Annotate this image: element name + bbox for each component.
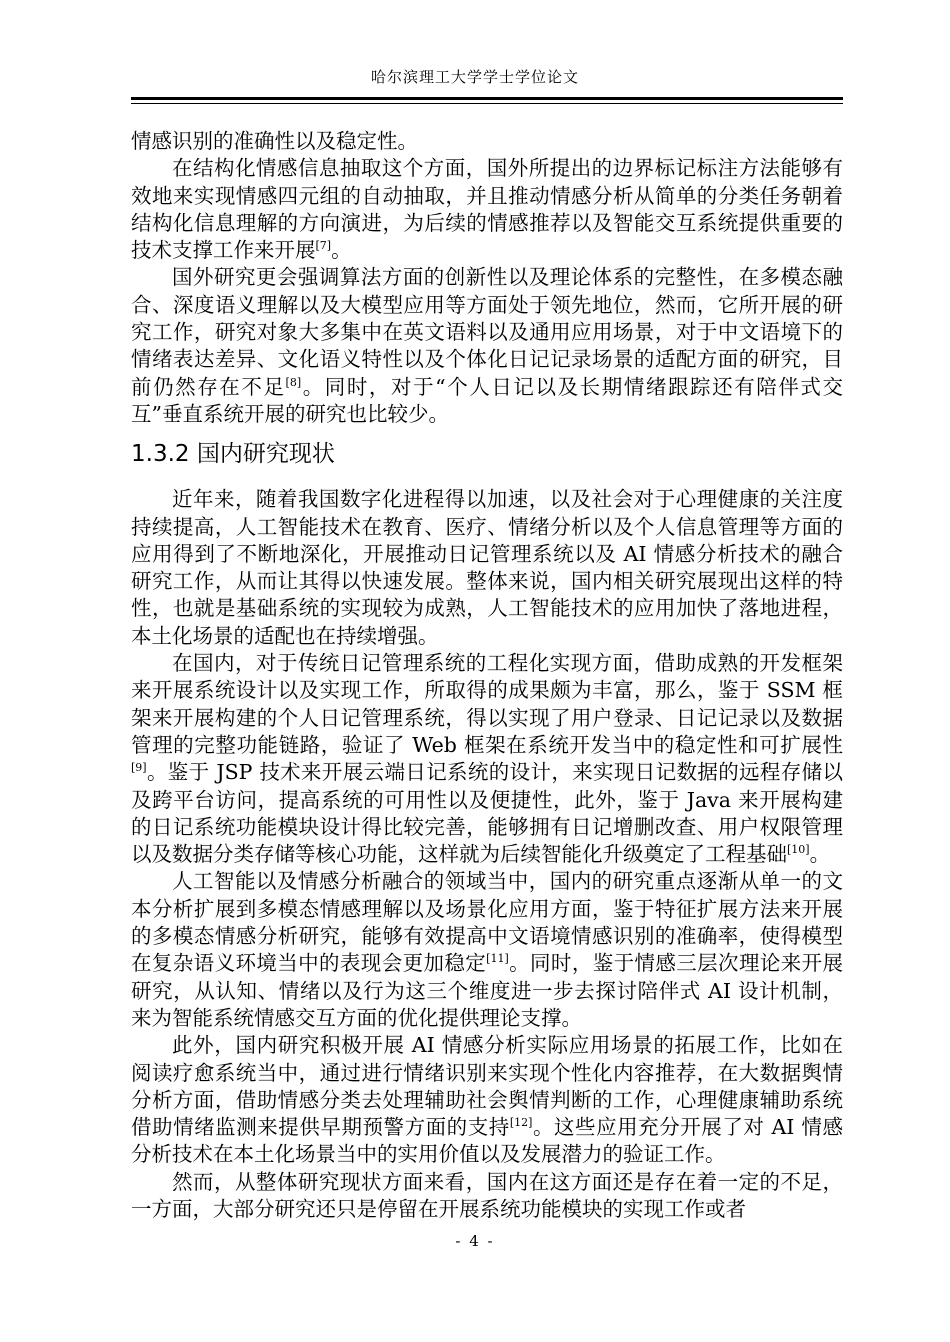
paragraph bbox=[131, 155, 843, 264]
running-header: 哈尔滨理工大学学士学位论文 bbox=[370, 68, 579, 86]
citation-ref: [8] bbox=[285, 375, 302, 389]
paragraph-text: 。鉴于 JSP 技术来开展云端日记系统的设计，来实现日记数据的远程存储以及跨平台访问，提高系统的可用性以及便捷性，此外，鉴于 Java 来开展构建的日记系统功能模块设计得比较完善，能够拥有日记增删改查、用户权限管理以及数据分类存储等核心功能，这样就为后续智能化升级奠定了工程基础 bbox=[131, 760, 843, 867]
paragraph-text: 。同时，对于“个人日记以及长期情绪跟踪还有陪伴式交互”垂直系统开展的研究也比较少。 bbox=[131, 374, 843, 426]
paragraph-text: 情感识别的准确性以及稳定性。 bbox=[131, 129, 418, 153]
paragraph-text: 近年来，随着我国数字化进程得以加速，以及社会对于心理健康的关注度持续提高，人工智能技术在教育、医疗、情绪分析以及个人信息管理等方面的应用得到了不断地深化，开展推动日记管理系统以及 AI 情感分析技术的融合研究工作，从而让其得以快速发展。整体来说，国内相关研究展现出这样的特性，也就是基础系统的实现较为成熟，人工智能技术的应用加快了落地进程，本土化场景的适配也在持续增强。 bbox=[131, 487, 843, 648]
header-rule-thin bbox=[131, 103, 843, 104]
paragraph bbox=[131, 1032, 843, 1168]
paragraph-text: 在结构化情感信息抽取这个方面，国外所提出的边界标记标注方法能够有效地来实现情感四元组的自动抽取，并且推动情感分析从简单的分类任务朝着结构化信息理解的方向演进，为后续的情感推荐以及智能交互系统提供重要的技术支撑工作来开展 bbox=[131, 156, 843, 263]
page-body bbox=[131, 128, 843, 1223]
paragraph bbox=[131, 264, 843, 428]
paragraph-text: 国外研究更会强调算法方面的创新性以及理论体系的完整性，在多模态融合、深度语义理解以及大模型应用等方面处于领先地位，然而，它所开展的研究工作，研究对象大多集中在英文语料以及通用应用场景，对于中文语境下的情绪表达差异、文化语义特性以及个体化日记记录场景的适配方面的研究，目前仍然存在不足 bbox=[131, 265, 843, 399]
section-heading: 1.3.2 国内研究现状 bbox=[131, 441, 335, 468]
paragraph-text: 。这些应用充分开展了对 AI 情感分析技术在本土化场景当中的实用价值以及发展潜力的验证工作。 bbox=[131, 1115, 844, 1167]
citation-ref: [11] bbox=[486, 952, 509, 966]
citation-ref: [7] bbox=[315, 239, 332, 253]
paragraph-text: 。 bbox=[331, 238, 352, 263]
paragraph-text: 。同时，鉴于情感三层次理论来开展研究，从认知、情绪以及行为这三个维度进一步去探讨陪伴式 AI 设计机制，来为智能系统情感交互方面的优化提供理论支撑。 bbox=[131, 951, 844, 1030]
header-rule-thick bbox=[131, 97, 843, 100]
paragraph-text: 在国内，对于传统日记管理系统的工程化实现方面，借助成熟的开发框架来开展系统设计以及实现工作，所取得的成果颇为丰富，那么，鉴于 SSM 框架来开展构建的个人日记管理系统，得以实现了用户登录、日记记录以及数据管理的完整功能链路，验证了 Web 框架在系统开发当中的稳定性和可扩展性 bbox=[131, 651, 843, 757]
paragraph bbox=[131, 486, 843, 650]
paragraph bbox=[131, 128, 843, 155]
paragraph bbox=[131, 650, 843, 868]
paragraph bbox=[131, 1169, 843, 1224]
paragraph bbox=[131, 868, 843, 1032]
citation-ref: [10] bbox=[787, 843, 810, 857]
citation-ref: [9] bbox=[131, 761, 147, 775]
citation-ref: [12] bbox=[509, 1116, 533, 1130]
paragraph-text: 。 bbox=[809, 842, 831, 867]
paragraph-text: 人工智能以及情感分析融合的领域当中，国内的研究重点逐渐从单一的文本分析扩展到多模态情感理解以及场景化应用方面，鉴于特征扩展方法来开展的多模态情感分析研究，能够有效提高中文语境情感识别的准确率，使得模型在复杂语义环境当中的表现会更加稳定 bbox=[131, 869, 843, 976]
paragraph-text: 然而，从整体研究现状方面来看，国内在这方面还是存在着一定的不足，一方面，大部分研究还只是停留在开展系统功能模块的实现工作或者 bbox=[131, 1169, 843, 1221]
paragraph-text: 此外，国内研究积极开展 AI 情感分析实际应用场景的拓展工作，比如在阅读疗愈系统当中，通过进行情绪识别来实现个性化内容推荐，在大数据舆情分析方面，借助情感分类去处理辅助社会舆情判断的工作，心理健康辅助系统借助情绪监测来提供早期预警方面的支持 bbox=[131, 1033, 843, 1140]
page-number: - 4 - bbox=[455, 1232, 495, 1250]
